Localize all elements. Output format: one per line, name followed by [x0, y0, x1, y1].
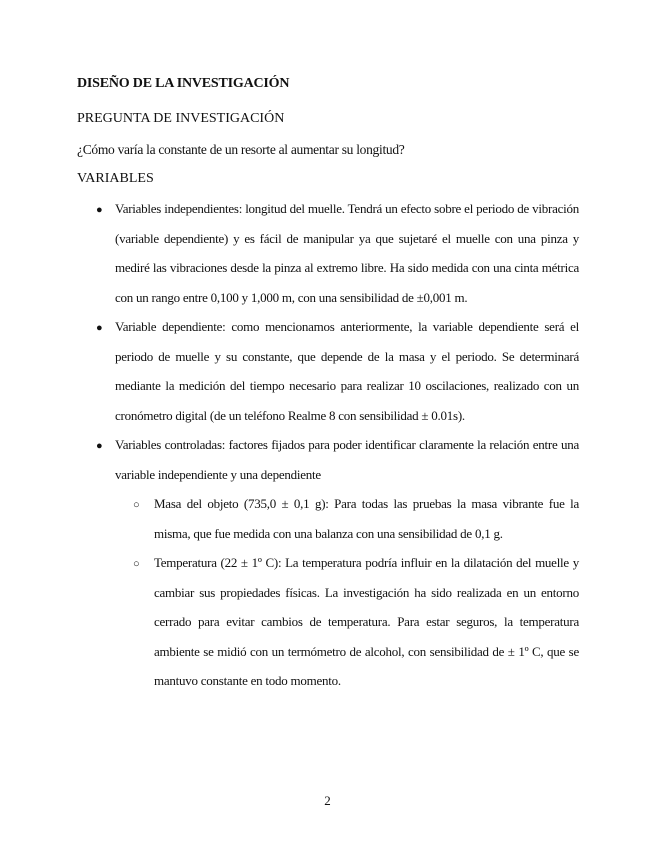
page-number: 2: [324, 793, 331, 808]
bullet-dependent-variable: Variable dependiente: como mencionamos anteriormente, la variable dependiente será el periodo de muelle y su constante, que depende de la masa y el periodo. Se determinará mediante la medición del tiempo necesario para realizar 10 oscilaciones, realizado con un cronómetro digital (de un teléfono Realme 8 con sensibilidad ± 0.01s).: [115, 319, 579, 423]
research-question: ¿Cómo varía la constante de un resorte al aumentar su longitud?: [77, 142, 405, 157]
bullet-controlled-variables: Variables controladas: factores fijados para poder identificar claramente la relación entre una variable independiente y una dependiente: [115, 437, 579, 482]
sub-bullet-temperature: Temperatura (22 ± 1º C): La temperatura podría influir en la dilatación del muelle y cambiar sus propiedades físicas. La investigación ha sido realizada en un entorno cerrado para evitar cambios de temperatura. Para estar seguros, la temperatura ambiente se midió con un termómetro de alcohol, con sensibilidad de ± 1º C, que se mantuvo constante en todo momento.: [154, 555, 579, 688]
bullet-independent-variable: Variables independientes: longitud del muelle. Tendrá un efecto sobre el periodo de vibración (variable dependiente) y es fácil de manipular ya que sujetaré el muelle con una pinza y mediré las vibraciones desde la pinza al extremo libre. Ha sido medida con una cinta métrica con un rango entre 0,100 y 1,000 m, con una sensibilidad de ±0,001 m.: [115, 201, 579, 305]
sub-bullet-marker: ○: [133, 558, 140, 570]
bullet-marker: ●: [96, 440, 103, 452]
research-question-heading: PREGUNTA DE INVESTIGACIÓN: [77, 111, 285, 126]
variables-heading: VARIABLES: [77, 171, 154, 186]
bullet-marker: ●: [96, 322, 103, 334]
bullet-marker: ●: [96, 204, 103, 216]
section-title: DISEÑO DE LA INVESTIGACIÓN: [77, 76, 290, 91]
sub-bullet-marker: ○: [133, 499, 140, 511]
sub-bullet-mass: Masa del objeto (735,0 ± 0,1 g): Para todas las pruebas la masa vibrante fue la misma, que fue medida con una balanza con una sensibilidad de 0,1 g.: [154, 496, 579, 541]
